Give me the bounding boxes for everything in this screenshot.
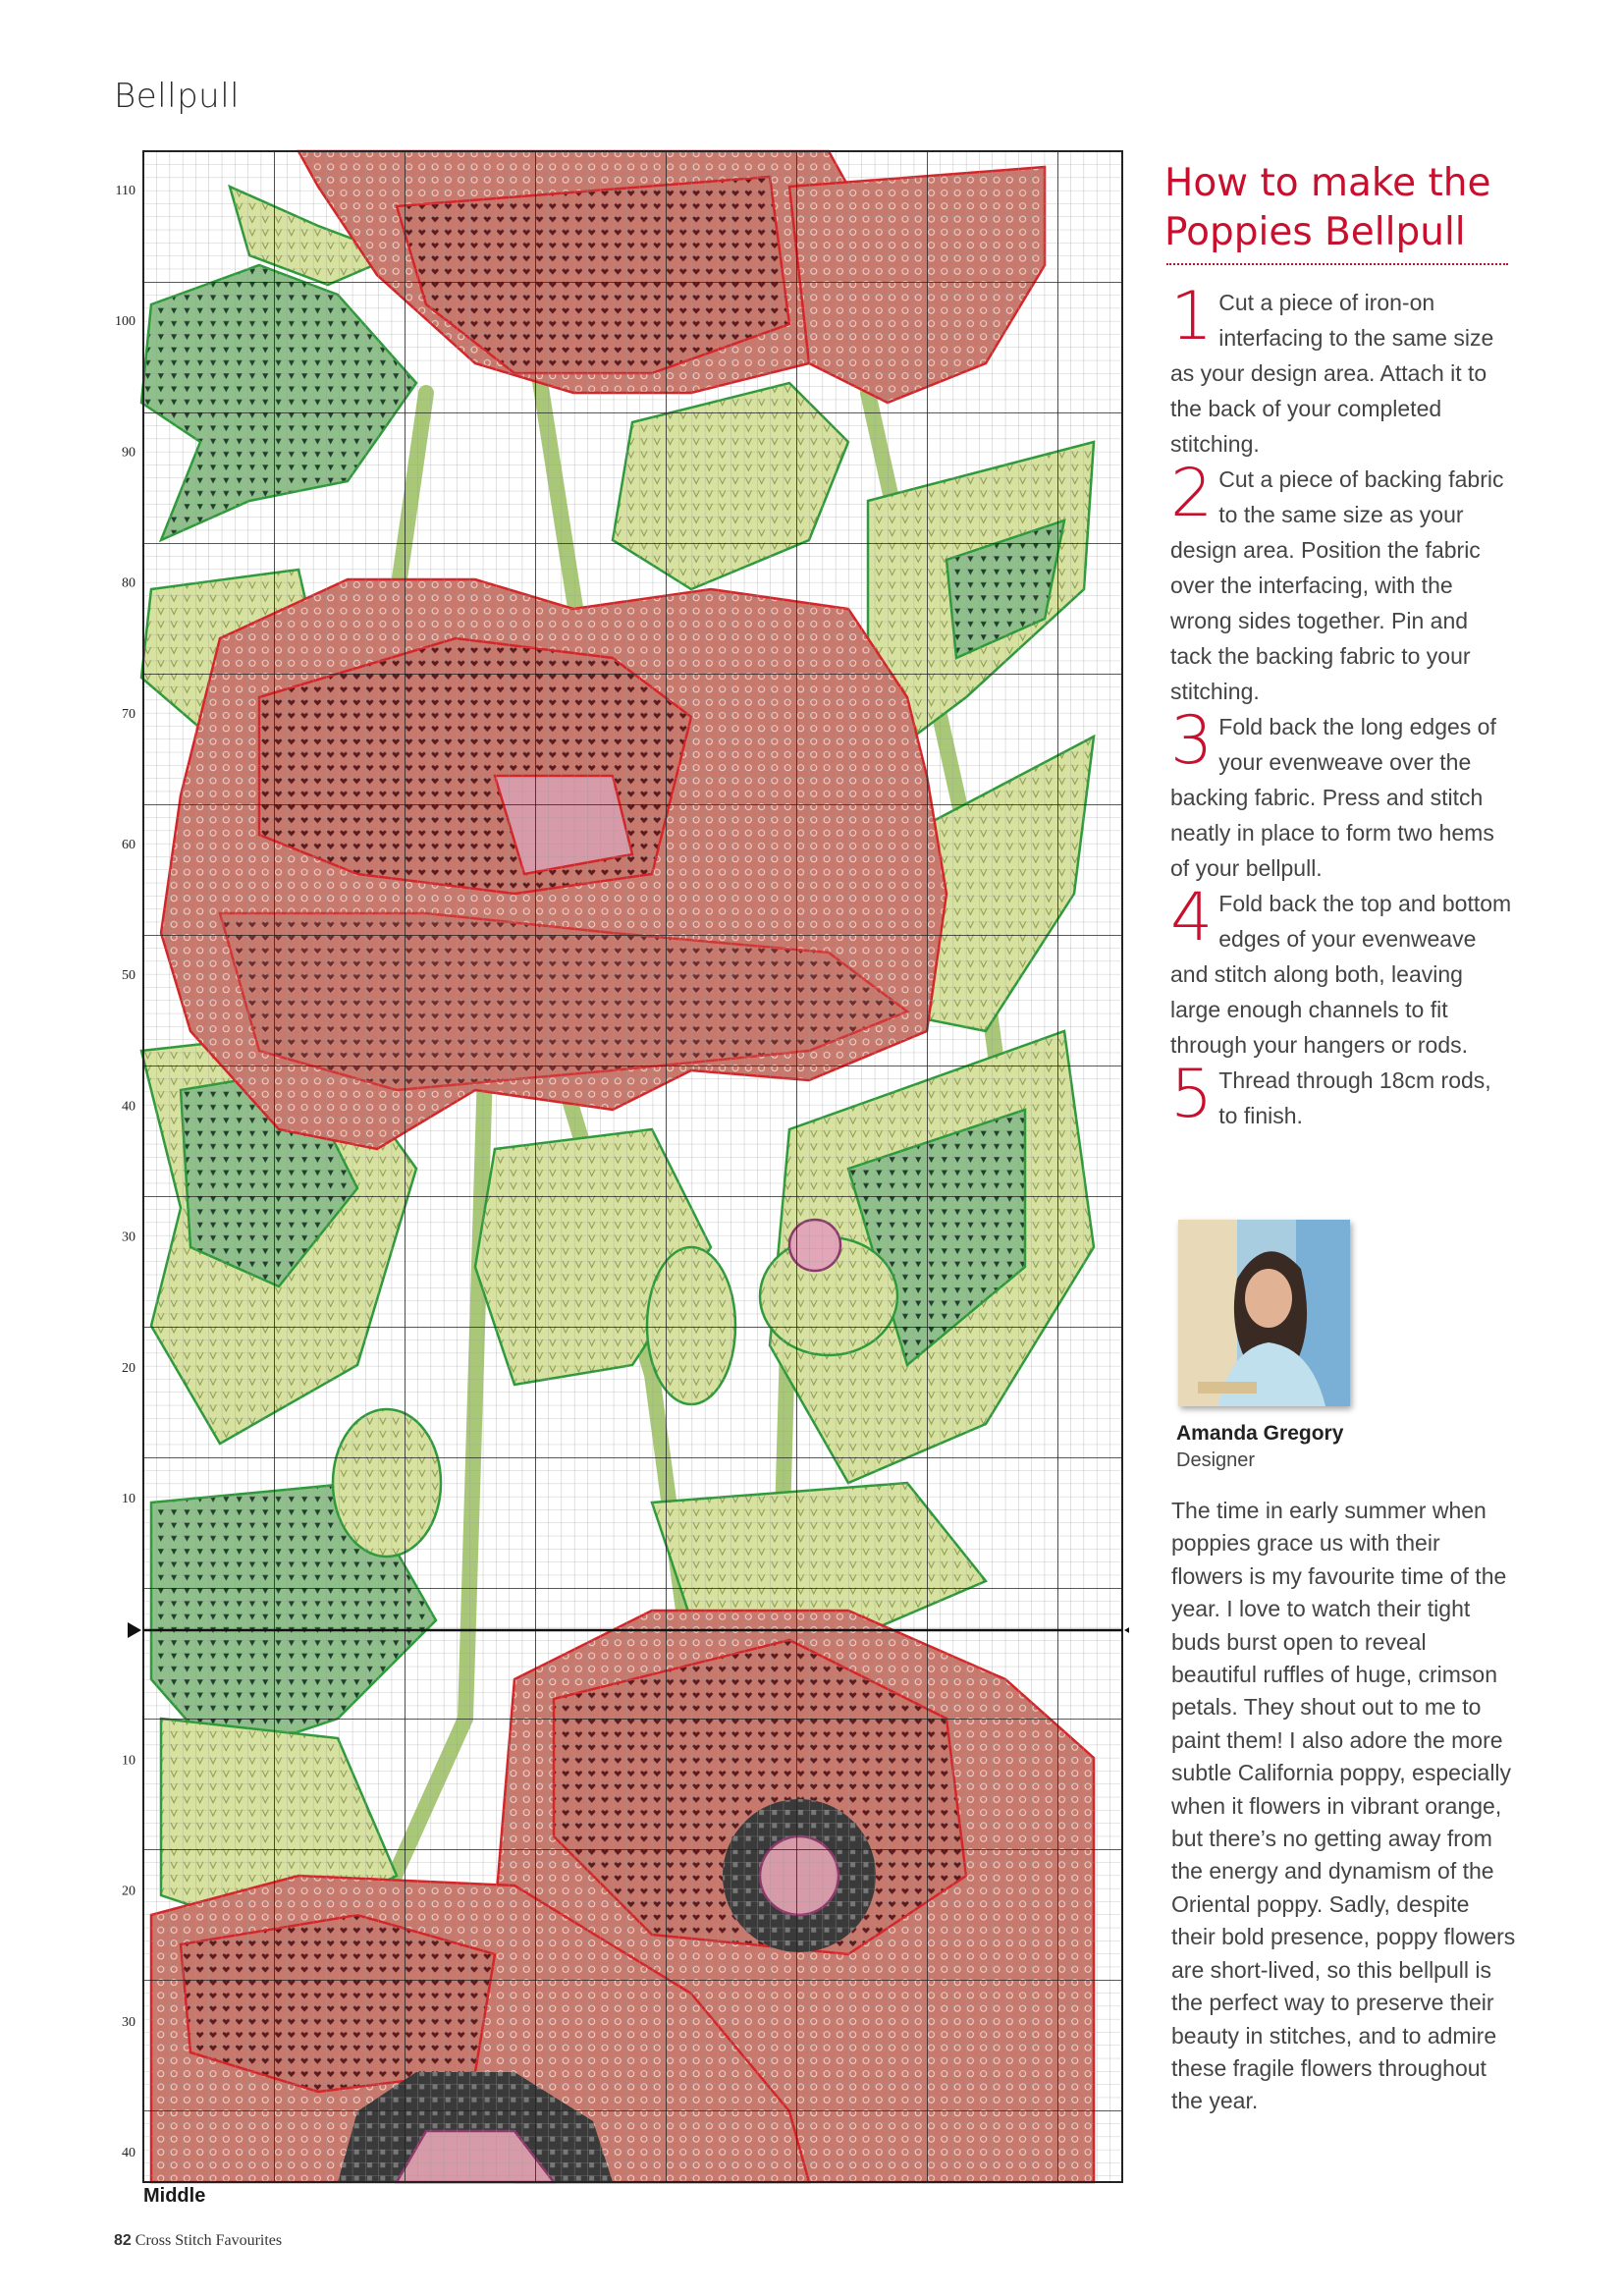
designer-photo [1178, 1220, 1350, 1406]
step-number: 1 [1170, 278, 1214, 355]
step-3 [1170, 702, 1514, 886]
row-label: 20 [122, 1360, 135, 1376]
title-divider [1166, 263, 1508, 265]
instructions-title [1164, 159, 1538, 257]
row-label: 10 [122, 1753, 135, 1769]
row-label: 40 [122, 2146, 135, 2160]
page-number: 82 [114, 2232, 132, 2249]
instructions-title-line2: Poppies Bellpull [1164, 210, 1466, 254]
row-label: 110 [115, 184, 135, 198]
step-text: Cut a piece of iron-on interfacing to the same size as your design area. Attach it to the back of your completed stitching. [1170, 290, 1494, 457]
row-label: 30 [122, 1230, 135, 1245]
row-label: 20 [122, 1884, 135, 1899]
row-label: 90 [122, 445, 135, 461]
magazine-title: Cross Stitch Favourites [135, 2232, 283, 2249]
cross-stitch-chart [102, 147, 1129, 2195]
section-title: Bellpull [114, 77, 241, 116]
step-number: 3 [1170, 702, 1214, 780]
step-2 [1170, 455, 1514, 709]
chart-grid-major [143, 151, 1122, 2182]
row-label: 100 [115, 314, 135, 330]
step-number: 4 [1170, 879, 1214, 957]
step-text: Fold back the top and bottom edges of your evenweave and stitch along both, leaving large enough channels to fit through your hangers or rods. [1170, 891, 1512, 1058]
instruction-steps [1170, 278, 1514, 1133]
page-folio [114, 2232, 282, 2250]
row-label: 50 [122, 968, 135, 984]
centre-arrow-left [128, 1622, 141, 1638]
designer-bio: The time in early summer when poppies grace us with their flowers is my favourite time of the year. I love to watch their tight buds burst open to reveal beautiful ruffles of huge, crimson petals. They shout out to me to paint them! I also adore the more subtle California poppy, especially when it flowers in vibrant orange, but there’s no getting away from the energy and dynamism of the Oriental poppy. Sadly, despite their bold presence, poppy flowers are short-lived, so this bellpull is the perfect way to preserve their beauty in stitches, and to admire these fragile flowers throughout the year. [1171, 1498, 1516, 2114]
step-text: Thread through 18cm rods, to finish. [1218, 1067, 1491, 1128]
designer-role: Designer [1176, 1449, 1256, 1471]
row-label: 70 [122, 706, 135, 722]
row-label: 10 [122, 1492, 135, 1506]
step-text: Fold back the long edges of your evenweave over the backing fabric. Press and stitch neatly in place to form two hems of your bellpull. [1170, 714, 1496, 881]
centre-arrow-right [1124, 1622, 1129, 1638]
row-label: 80 [122, 575, 135, 591]
step-number: 2 [1170, 455, 1214, 532]
step-text: Cut a piece of backing fabric to the same size as your design area. Position the fabric over the interfacing, with the wrong sides together. Pin and tack the backing fabric to your stitching. [1170, 466, 1504, 704]
row-label: 60 [122, 838, 135, 852]
row-label: 30 [122, 2014, 135, 2030]
row-label: 40 [122, 1099, 135, 1115]
step-number: 5 [1170, 1056, 1214, 1133]
instructions-title-line1: How to make the [1164, 161, 1491, 205]
middle-label: Middle [143, 2185, 206, 2207]
step-1 [1170, 278, 1514, 462]
designer-name: Amanda Gregory [1176, 1422, 1344, 1445]
step-4 [1170, 879, 1514, 1063]
step-5 [1170, 1056, 1514, 1133]
